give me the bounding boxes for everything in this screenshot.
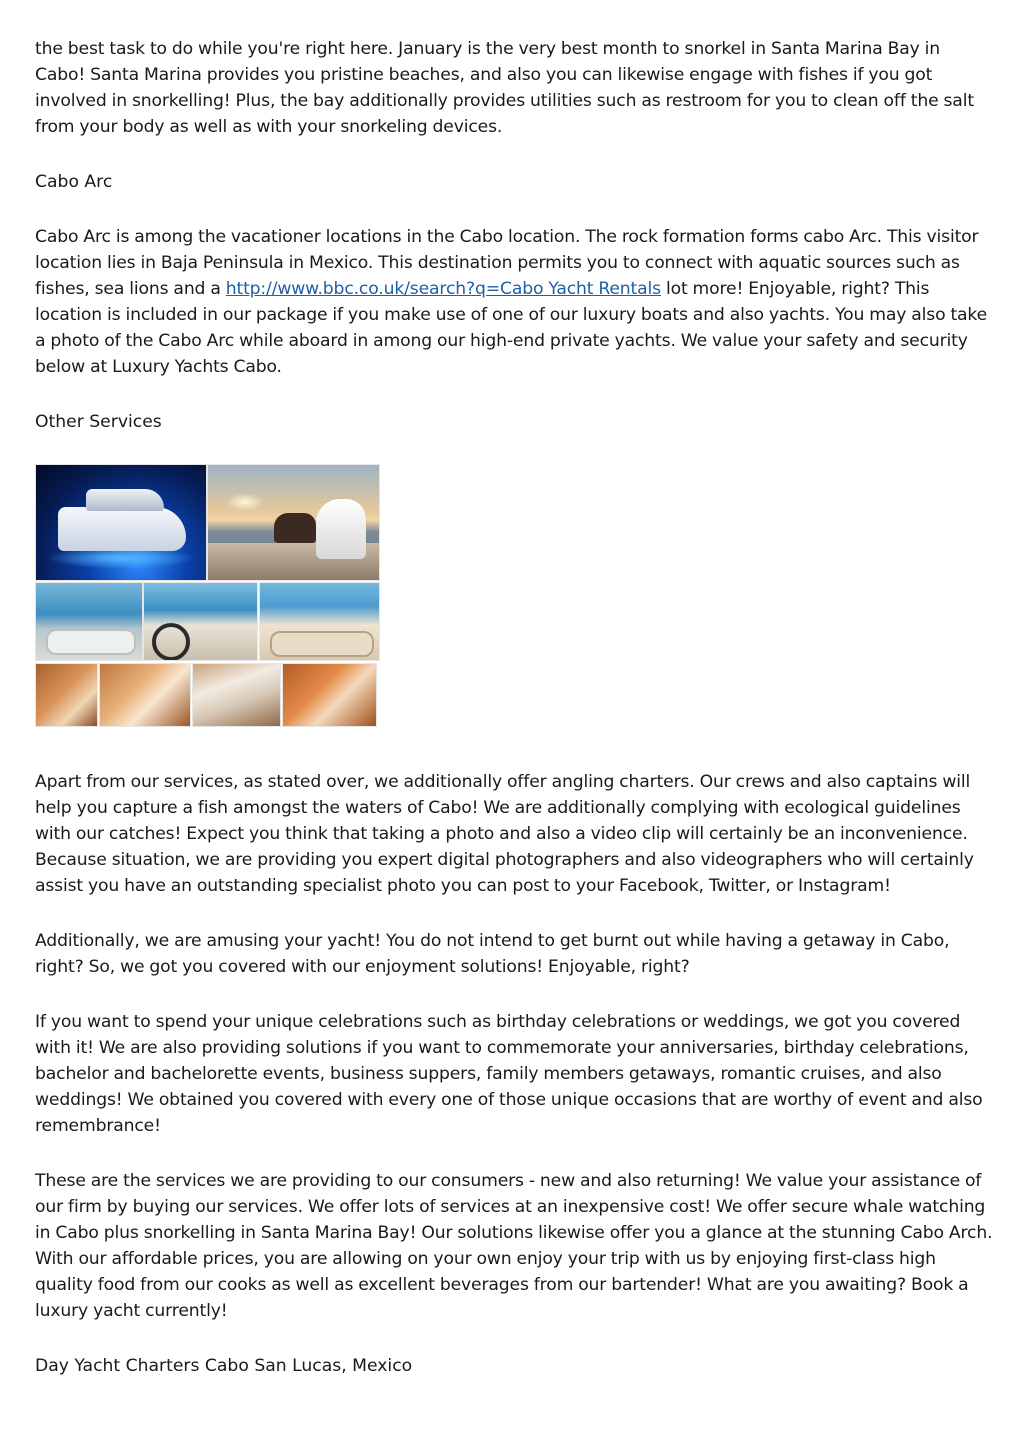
heading-cabo-arc: Cabo Arc <box>35 172 113 192</box>
paragraph-cabo-arc-text-2: lot more! Enjoyable, right? This location is included in our package if you make use of one of our luxury boats and also yachts. You may also take a photo of the Cabo Arc while aboard in among our high-end private yachts. We value your safety and security below at Luxury Yachts Cabo. <box>35 279 988 377</box>
yacht-helm-photo <box>143 582 258 661</box>
document-page <box>35 36 995 1408</box>
bedroom-interior-photo <box>192 663 281 727</box>
yacht-deck-seating-photo <box>35 582 143 661</box>
heading-other-services: Other Services <box>35 412 162 432</box>
yacht-aft-lounge-photo <box>259 582 380 661</box>
yacht-photo-collage <box>35 464 380 727</box>
salon-interior-photo <box>282 663 377 727</box>
paragraph-services-summary: These are the services we are providing to our consumers - new and also returning! We value your assistance of our firm by buying our services. We offer lots of services at an inexpensive cost! We offer secure whale watching in Cabo plus snorkelling in Santa Marina Bay! Our solutions likewise offer you a glance at the stunning Cabo Arch. With our affordable prices, you are allowing on your own enjoy your trip with us by enjoying first-class high quality food from our cooks as well as excellent beverages from our bartender! What are you awaiting? Book a luxury yacht currently! <box>35 1171 993 1321</box>
paragraph-snorkeling: the best task to do while you're right here. January is the very best month to snorkel in Santa Marina Bay in Cabo! Santa Marina provides you pristine beaches, and also you can likewise engage with fishes if you got involved in snorkelling! Plus, the bay additionally provides utilities such as restroom for you to clean off the salt from your body as well as with your snorkeling devices. <box>35 39 974 137</box>
heading-day-yacht-charters: Day Yacht Charters Cabo San Lucas, Mexico <box>35 1356 413 1376</box>
couple-on-deck-sunset-photo <box>207 464 380 581</box>
bbc-search-link[interactable]: http://www.bbc.co.uk/search?q=Cabo Yacht Rentals <box>225 279 661 299</box>
paragraph-celebrations: If you want to spend your unique celebrations such as birthday celebrations or weddings, we got you covered with it! We are also providing solutions if you want to commemorate your anniversaries, birthday celebrations, bachelor and bachelorette events, business suppers, family members getaways, romantic cruises, and also weddings! We obtained you covered with every one of those unique occasions that are worthy of event and also remembrance! <box>35 1012 983 1136</box>
yacht-night-photo <box>35 464 207 581</box>
cabin-interior-photo-2 <box>99 663 191 727</box>
paragraph-angling-charters: Apart from our services, as stated over, we additionally offer angling charters. Our crews and also captains will help you capture a fish amongst the waters of Cabo! We are additionally complying with ecological guidelines with our catches! Expect you think that taking a photo and also a video clip will certainly be an inconvenience. Because situation, we are providing you expert digital photographers and also videographers who will certainly assist you have an outstanding specialist photo you can post to your Facebook, Twitter, or Instagram! <box>35 772 974 896</box>
cabin-interior-photo-1 <box>35 663 98 727</box>
paragraph-cabo-arc <box>35 224 995 380</box>
paragraph-cabo-arc-text-1: Cabo Arc is among the vacationer locations in the Cabo location. The rock formation forms cabo Arc. This visitor location lies in Baja Peninsula in Mexico. This destination permits you to connect with aquatic sources such as fishes, sea lions and a <box>35 227 979 299</box>
paragraph-entertainment: Additionally, we are amusing your yacht! You do not intend to get burnt out while having a getaway in Cabo, right? So, we got you covered with our enjoyment solutions! Enjoyable, right? <box>35 931 950 977</box>
